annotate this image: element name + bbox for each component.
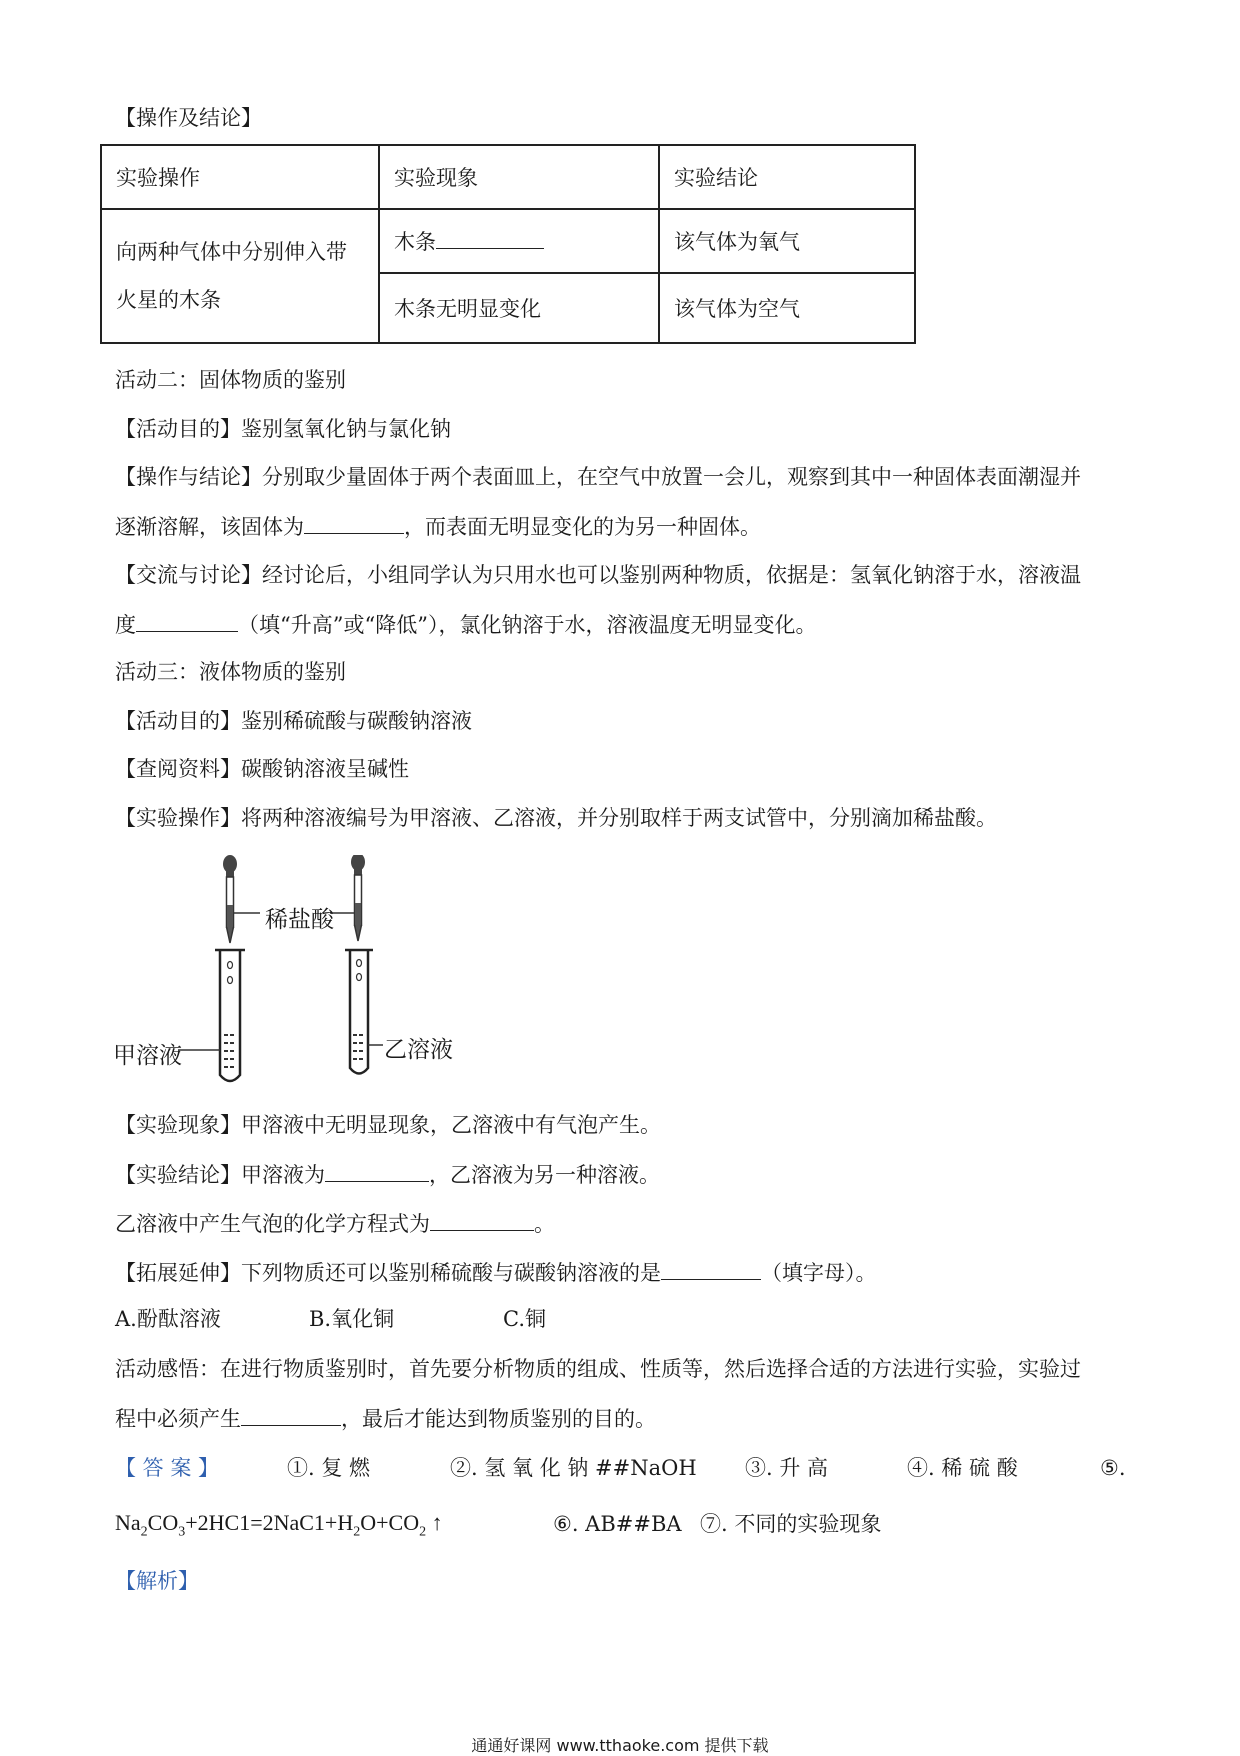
reflection-line2: [115, 1403, 656, 1433]
activity2-operation-line2: [115, 511, 761, 541]
table-cell-conclusion-1: 该气体为氧气: [659, 209, 915, 273]
formula-part: O+CO: [360, 1510, 420, 1535]
left-test-tube-icon: [178, 950, 245, 1081]
answer-2: ②. 氢 氧 化 钠 ##NaOH: [450, 1456, 697, 1480]
right-test-tube-icon: [345, 950, 383, 1074]
conclusion-start: 【实验结论】甲溶液为: [115, 1163, 325, 1187]
formula-part: Na: [115, 1510, 141, 1535]
table-header-conclusion: 实验结论: [659, 145, 915, 209]
activity3-phenomenon: 【实验现象】甲溶液中无明显现象，乙溶液中有气泡产生。: [115, 1113, 661, 1137]
answer-blank-2: [304, 511, 404, 534]
phenomenon-1-text: 木条: [394, 230, 436, 254]
answer-4: ④. 稀 硫 酸: [907, 1456, 1018, 1480]
table-cell-phenomenon-1: [379, 209, 659, 273]
table-header-phenomenon: 实验现象: [379, 145, 659, 209]
activity3-title: 活动三：液体物质的鉴别: [115, 660, 346, 684]
option-c: C.铜: [503, 1307, 546, 1331]
activity3-operation: 【实验操作】将两种溶液编号为甲溶液、乙溶液，并分别取样于两支试管中，分别滴加稀盐酸。: [115, 806, 997, 830]
op-line2-end: ，而表面无明显变化的为另一种固体。: [404, 515, 761, 539]
answer-3: ③. 升 高: [745, 1456, 829, 1480]
up-arrow-icon: ↑: [426, 1510, 443, 1535]
solution-a-label: 甲溶液: [113, 1043, 182, 1069]
disc-line2-end: （填“升高”或“降低”），氯化钠溶于水，溶液温度无明显变化。: [238, 613, 817, 637]
answer-5: ⑤.: [1100, 1456, 1126, 1480]
activity2-title: 活动二：固体物质的鉴别: [115, 368, 346, 392]
answer-blank-4: [325, 1159, 429, 1182]
answer-1: ①. 复 燃: [287, 1456, 371, 1480]
solution-b-label: 乙溶液: [384, 1037, 453, 1063]
extension-end: （填字母）。: [761, 1261, 877, 1285]
equation-start: 乙溶液中产生气泡的化学方程式为: [115, 1212, 430, 1236]
answer-7: ⑦. 不同的实验现象: [700, 1512, 882, 1536]
activity2-operation-line1: 【操作与结论】分别取少量固体于两个表面皿上，在空气中放置一会儿，观察到其中一种固体表面潮湿并: [115, 465, 1081, 489]
formula-sub: 2: [353, 1524, 361, 1540]
operation-line-1: 向两种气体中分别伸入带: [116, 240, 347, 264]
extension-start: 【拓展延伸】下列物质还可以鉴别稀硫酸与碳酸钠溶液的是: [115, 1261, 661, 1285]
activity3-equation: [115, 1208, 555, 1238]
answer-blank-3: [136, 609, 238, 632]
section-header: 【操作及结论】: [115, 106, 262, 130]
reflection-end: ，最后才能达到物质鉴别的目的。: [341, 1407, 656, 1431]
table-header-operation: 实验操作: [101, 145, 379, 209]
answer-6: ⑥. AB##BA: [553, 1512, 682, 1536]
formula-sub: 2: [140, 1524, 148, 1540]
activity3-conclusion: [115, 1159, 660, 1189]
answer-blank-1: [436, 226, 544, 249]
acid-label: 稀盐酸: [265, 907, 334, 933]
table-cell-phenomenon-2: 木条无明显变化: [379, 273, 659, 343]
table-cell-conclusion-2: 该气体为空气: [659, 273, 915, 343]
activity3-reference: 【查阅资料】碳酸钠溶液呈碱性: [115, 757, 409, 781]
chemical-equation: [115, 1510, 443, 1540]
experiment-figure: [115, 855, 475, 1095]
reflection-start: 程中必须产生: [115, 1407, 241, 1431]
experiment-table: [100, 144, 916, 344]
formula-part: +2HC1=2NaC1+H: [185, 1510, 354, 1535]
answer-blank-5: [430, 1208, 534, 1231]
operation-line-2: 火星的木条: [116, 288, 221, 312]
answer-blank-7: [241, 1403, 341, 1426]
activity2-discussion-line2: [115, 609, 816, 639]
conclusion-end: ，乙溶液为另一种溶液。: [429, 1163, 660, 1187]
reflection-line1: 活动感悟：在进行物质鉴别时，首先要分析物质的组成、性质等，然后选择合适的方法进行实验，实验过: [115, 1357, 1081, 1381]
formula-part: CO: [147, 1510, 179, 1535]
formula-sub: 3: [178, 1524, 186, 1540]
formula-sub: 2: [419, 1524, 427, 1540]
activity3-extension: [115, 1257, 877, 1287]
option-a: A.酚酞溶液: [115, 1307, 221, 1331]
option-b: B.氧化铜: [309, 1307, 395, 1331]
equation-end: 。: [534, 1212, 555, 1236]
table-cell-operation: [101, 209, 379, 343]
answer-label: 【 答 案 】: [115, 1456, 220, 1480]
activity2-discussion-line1: 【交流与讨论】经讨论后，小组同学认为只用水也可以鉴别两种物质，依据是：氢氧化钠溶于水，溶液温: [115, 563, 1081, 587]
disc-line2-start: 度: [115, 613, 136, 637]
op-line2-start: 逐渐溶解，该固体为: [115, 515, 304, 539]
right-dropper-icon: [351, 855, 365, 941]
analysis-label: 【解析】: [115, 1569, 199, 1593]
answer-blank-6: [661, 1257, 761, 1280]
left-dropper-icon: [223, 855, 237, 943]
activity2-purpose: 【活动目的】鉴别氢氧化钠与氯化钠: [115, 417, 451, 441]
page-footer: 通通好课网 www.tthaoke.com 提供下载: [471, 1736, 769, 1755]
activity3-purpose: 【活动目的】鉴别稀硫酸与碳酸钠溶液: [115, 709, 472, 733]
